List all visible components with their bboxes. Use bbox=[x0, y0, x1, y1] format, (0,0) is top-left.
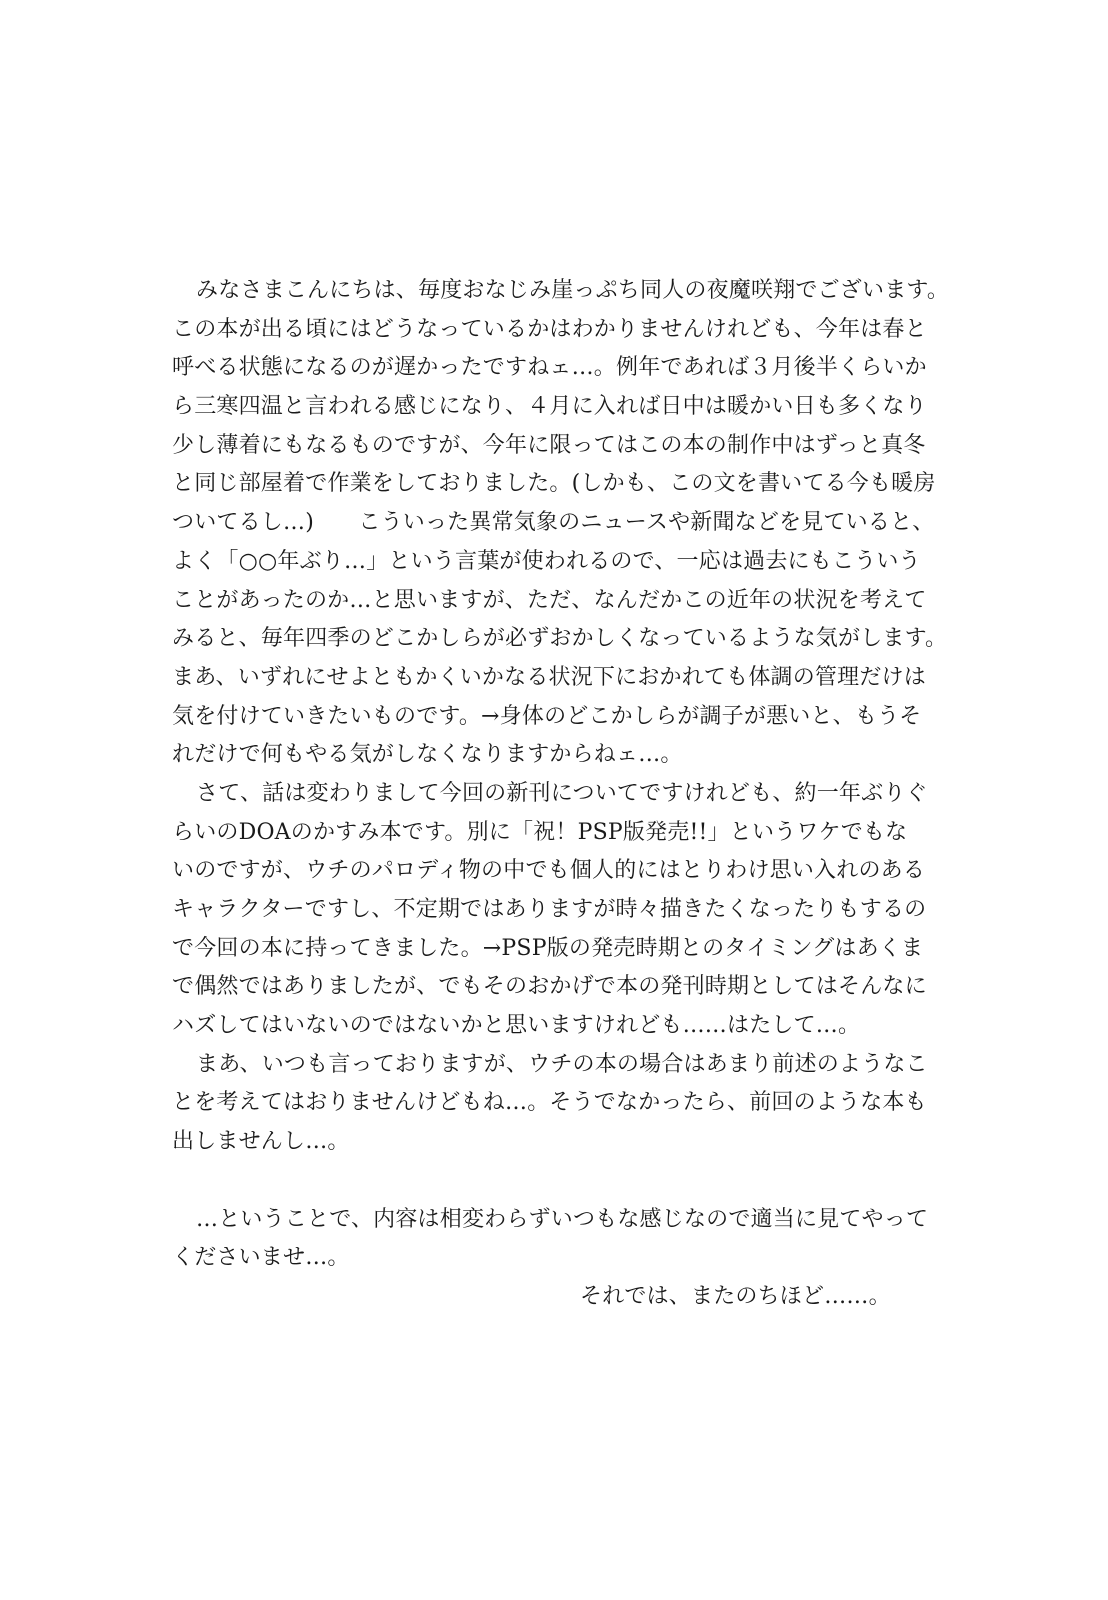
paragraph-1-line: みなさまこんにちは、毎度おなじみ崖っぷち同人の夜魔咲翔でございます。 bbox=[196, 278, 950, 303]
paragraph-1-line: みると、毎年四季のどこかしらが必ずおかしくなっているような気がします。 bbox=[172, 626, 948, 652]
paragraph-1-line: と同じ部屋着で作業をしておりました。(しかも、この文を書いてる今も暖房 bbox=[172, 471, 936, 497]
paragraph-4-line: …ということで、内容は相変わらずいつもな感じなので適当に見てやって bbox=[196, 1206, 929, 1232]
paragraph-1-line: この本が出る頃にはどうなっているかはわかりませんけれども、今年は春と bbox=[172, 316, 927, 342]
paragraph-1-line: 少し薄着にもなるものですが、今年に限ってはこの本の制作中はずっと真冬 bbox=[172, 432, 926, 458]
paragraph-2-line: キャラクターですし、不定期ではありますが時々描きたくなったりもするの bbox=[172, 897, 927, 922]
paragraph-3-line: まあ、いつも言っておりますが、ウチの本の場合はあまり前述のようなこ bbox=[196, 1051, 928, 1077]
paragraph-2-line: いのですが、ウチのパロディ物の中でも個人的にはとりわけ思い入れのある bbox=[172, 858, 926, 884]
paragraph-1-line: ついてるし…) こういった異常気象のニュースや新聞などを見ていると、 bbox=[172, 510, 935, 536]
paragraph-3-line: 出しませんし…。 bbox=[172, 1129, 350, 1155]
paragraph-4-line: くださいませ…。 bbox=[172, 1245, 350, 1271]
paragraph-2-line: らいのDOAのかすみ本です。別に「祝！PSP版発売!!」というワケでもな bbox=[172, 819, 908, 845]
paragraph-1-line: 呼べる状態になるのが遅かったですねェ…。例年であれば３月後半くらいか bbox=[172, 355, 927, 381]
paragraph-1-line: 気を付けていきたいものです。→身体のどこかしらが調子が悪いと、もうそ bbox=[172, 703, 922, 729]
paragraph-1-line: れだけで何もやる気がしなくなりますからねェ…。 bbox=[172, 742, 683, 768]
paragraph-3-line: とを考えてはおりませんけどもね…。そうでなかったら、前回のような本も bbox=[172, 1090, 927, 1116]
paragraph-2-line: で偶然ではありましたが、でもそのおかげで本の発刊時期としてはそんなに bbox=[172, 974, 927, 1000]
paragraph-1-line: ことがあったのか…と思いますが、ただ、なんだかこの近年の状況を考えて bbox=[172, 587, 927, 613]
paragraph-1-line: まあ、いずれにせよともかくいかなる状況下におかれても体調の管理だけは bbox=[172, 664, 926, 690]
closing-line: それでは、またのちほど……。 bbox=[580, 1283, 891, 1309]
paragraph-2-line: で今回の本に持ってきました。→PSP版の発売時期とのタイミングはあくま bbox=[172, 935, 924, 961]
afterword-text bbox=[172, 272, 972, 1317]
blank-line bbox=[172, 1162, 972, 1201]
paragraph-2-line: ハズしてはいないのではないかと思いますけれども……はたして…。 bbox=[172, 1013, 861, 1039]
paragraph-1-line: ら三寒四温と言われる感じになり、４月に入れば日中は暖かい日も多くなり bbox=[172, 394, 927, 420]
paragraph-1-line: よく「○○年ぶり…」という言葉が使われるので、一応は過去にもこういう bbox=[172, 548, 921, 574]
paragraph-2-line: さて、話は変わりまして今回の新刊についてですけれども、約一年ぶりぐ bbox=[196, 780, 928, 806]
